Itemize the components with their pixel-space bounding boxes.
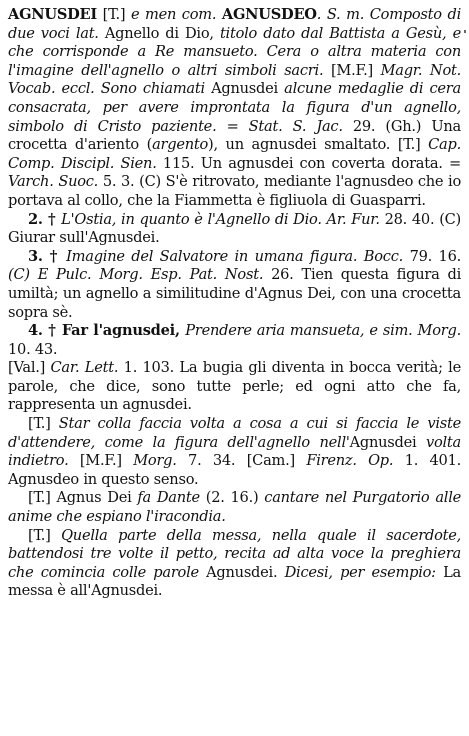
gloss: argento [152,136,209,154]
citation-source: Firenz. Op. [306,452,405,470]
source-tag: [T.] [97,6,131,23]
citation-text: 10. 43. [8,340,58,358]
variant-headword: AGNUSDEO [221,6,317,23]
example-word: Agnusdei [349,433,426,451]
citation-paragraph [8,359,461,415]
citation-text: alcune medaglie di cera consacrata, per avere improntata la figura d'un agnello, simbolo di Cristo paziente. = Stat. S. Jac. [8,80,461,135]
print-speck [464,30,466,33]
sense-number: 2. † [28,210,62,228]
subsense-definition: Star colla faccia volta a cosa a cui si faccia le viste d'attendere, come la figura dell'agnello nell' [8,415,461,451]
source-tag: [M.F.] [330,61,381,79]
sense-definition: Prendere aria mansueta, e sim. Morg. [185,322,461,340]
subsense-paragraph [8,415,461,489]
sense-3 [8,248,461,322]
citation-text: ), un agnusdei smaltato. [T.] [208,136,429,154]
entry-paragraph-main [8,6,461,211]
headword: AGNUSDEI [8,6,97,23]
citation-source: Cap. Comp. Discipl. Sien. [8,136,461,172]
citation-text: 7. 34. [Cam.] [188,452,307,470]
subsense-definition: cantare nel Purgatorio alle anime che espiano l'iracondia. [8,489,461,526]
citation-source: Magr. Not. Vocab. eccl. Sono chiamati [8,61,461,98]
citation-source: Varch. Suoc. [8,173,103,191]
subsense-paragraph [8,527,461,601]
citation-source: Morg. [133,452,189,470]
subsense-paragraph [8,489,461,526]
sense-2 [8,211,461,248]
source-tag: [T.] [28,415,59,433]
citation-source: Car. Lett. [50,359,124,377]
citation-text: 26. Tien questa figura di umiltà; un agnello a similitudine d'Agnus Dei, con una crocetta sopra sè. [8,266,461,321]
example-word: Agnusdei [211,80,285,98]
subsense-definition: fa Dante [137,489,206,507]
citation-text: 5. 3. (C) S'è ritrovato, mediante l'agnusdeo che io portava al collo, che la Fiammetta è figliuola di Guasparri. [8,173,461,209]
citation-text: 1. 401. Agnusdeo in questo senso. [8,452,461,488]
citation-text: 115. Un agnusdei con coverta dorata. = [162,154,461,172]
sense-number: 3. † [28,247,67,265]
citation-source: (C) E Pulc. Morg. Esp. Pat. Nost. [8,266,272,284]
definition-term: Agnello di Dio, [104,24,220,42]
citation-text: 79. 16. [409,247,461,265]
subsense-definition: volta indietro. [8,433,461,470]
citation-text: 28. 40. (C) Giurar sull'Agnusdei. [8,210,462,247]
sense-4 [8,322,461,359]
example-text: La messa è all'Agnusdei. [8,563,461,600]
sense-definition: L'Ostia, in quanto è l'Agnello di Dio. Ar. Fur. [61,210,385,228]
citation-text: 1. 103. La bugia gli diventa in bocca verità; le parole, che dice, sono tutte perle; ed ogni atto che fa, rappresenta un agnusdei. [8,359,461,414]
definition-text: titolo dato dal Battista a Gesù, e che corrisponde a Re mansueto. Cera o altra materia con l'imagine dell'agnello o altri simboli sacri. [8,24,461,79]
subsense-definition: Quella parte della messa, nella quale il sacerdote, battendosi tre volte il petto, recita ad alta voce la preghiera che comincia colle parole [8,526,461,581]
source-tag: [T.] [28,526,62,544]
source-tag: [Val.] [8,359,51,377]
source-tag: [M.F.] [79,452,134,470]
example-word: Agnusdei. [206,563,285,581]
sense-definition: Imagine del Salvatore in umana figura. Bocc. [66,247,410,265]
subsense-definition: Dicesi, per esempio: [284,563,444,581]
etymology: . S. m. Composto di due voci lat. [8,6,461,42]
citation-text: [T.] Agnus Dei [28,489,138,507]
variant-note: e men com. [130,6,222,23]
citation-text: (2. 16.) [205,489,265,507]
citation-text: 29. (Gh.) Una crocetta d'ariento ( [8,117,462,154]
sense-phrase: 4. † Far l'agnusdei, [28,322,186,340]
